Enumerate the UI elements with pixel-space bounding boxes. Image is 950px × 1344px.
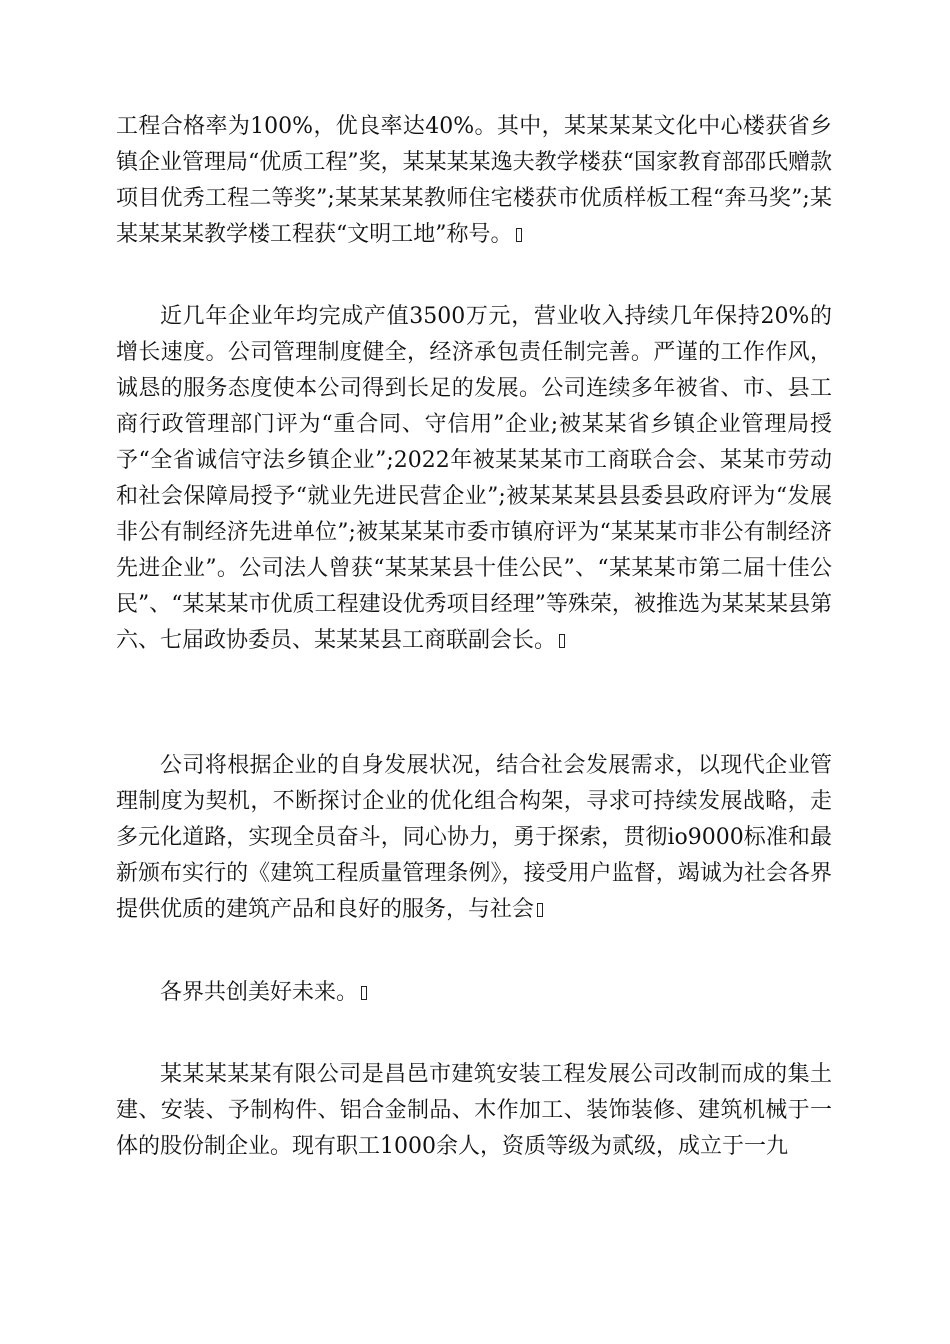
paragraph-3 — [116, 748, 832, 928]
paragraph-2 — [116, 299, 832, 659]
paragraph-mark-icon — [559, 634, 565, 648]
paragraph-1-text: 工程合格率为100%，优良率达40%。其中，某某某某文化中心楼获省乡镇企业管理局“优质工程”奖，某某某某逸夫教学楼获“国家教育部邵氏赠款项目优秀工程二等奖”;某某某某教师住宅楼获市优质样板工程“奔马奖”;某某某某某教学楼工程获“文明工地”称号。 — [116, 114, 832, 247]
paragraph-3-text: 公司将根据企业的自身发展状况，结合社会发展需求，以现代企业管理制度为契机，不断探讨企业的优化组合构架，寻求可持续发展战略，走多元化道路，实现全员奋斗，同心协力，勇于探索，贯彻io9000标准和最新颁布实行的《建筑工程质量管理条例》，接受用户监督，竭诚为社会各界提供优质的建筑产品和良好的服务，与社会 — [116, 753, 832, 922]
paragraph-4 — [116, 975, 832, 1011]
paragraph-mark-icon — [537, 903, 543, 917]
paragraph-5-text: 某某某某某有限公司是昌邑市建筑安装工程发展公司改制而成的集土建、安装、予制构件、铝合金制品、木作加工、装饰装修、建筑机械于一体的股份制企业。现有职工1000余人，资质等级为贰级，成立于一九 — [116, 1062, 832, 1159]
paragraph-2-text: 近几年企业年均完成产值3500万元，营业收入持续几年保持20%的增长速度。公司管理制度健全，经济承包责任制完善。严谨的工作作风，诚恳的服务态度使本公司得到长足的发展。公司连续多年被省、市、县工商行政管理部门评为“重合同、守信用”企业;被某某省乡镇企业管理局授予“全省诚信守法乡镇企业”;2022年被某某某市工商联合会、某某市劳动和社会保障局授予“就业先进民营企业”;被某某某县县委县政府评为“发展非公有制经济先进单位”;被某某某市委市镇府评为“某某某市非公有制经济先进企业”。公司法人曾获“某某某县十佳公民”、“某某某市第二届十佳公民”、“某某某市优质工程建设优秀项目经理”等殊荣，被推选为某某某县第六、七届政协委员、某某某县工商联副会长。 — [116, 304, 832, 653]
paragraph-1 — [116, 109, 832, 253]
paragraph-mark-icon — [516, 228, 522, 242]
paragraph-mark-icon — [361, 986, 367, 1000]
paragraph-4-text: 各界共创美好未来。 — [160, 980, 359, 1005]
paragraph-5 — [116, 1057, 832, 1165]
